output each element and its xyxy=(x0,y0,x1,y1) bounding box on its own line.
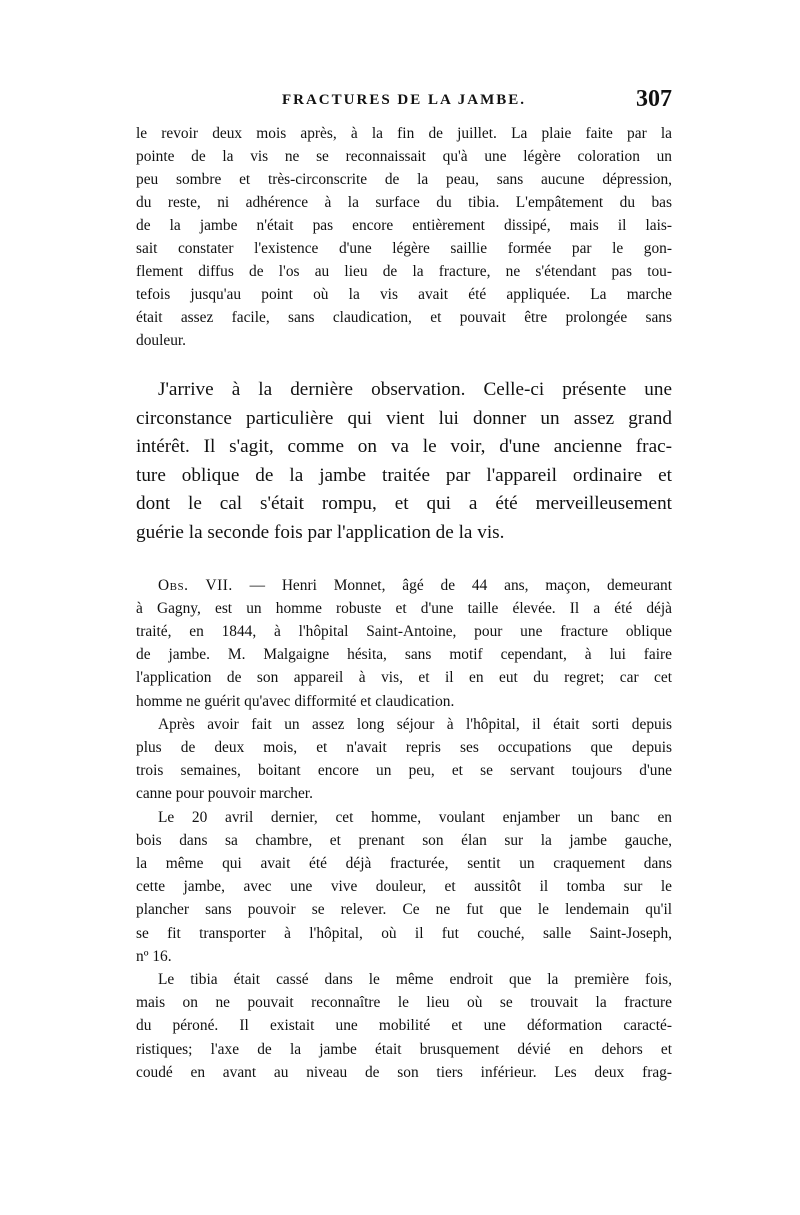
text-line: l'application de son appareil à vis, et il en eut du regret; car cet xyxy=(136,669,672,687)
text-line: traité, en 1844, à l'hôpital Saint-Antoine, pour une fracture oblique xyxy=(136,622,672,640)
observation-first-line-text: — Henri Monnet, âgé de 44 ans, maçon, demeurant xyxy=(232,576,673,594)
text-line: à Gagny, est un homme robuste et d'une taille élevée. Il a été déjà xyxy=(136,599,672,617)
text-line: coudé en avant au niveau de son tiers inférieur. Les deux frag- xyxy=(136,1063,672,1081)
text-line: ture oblique de la jambe traitée par l'appareil ordinaire et xyxy=(136,464,672,486)
text-line: douleur. xyxy=(136,332,187,349)
book-page xyxy=(136,86,673,1084)
text-line: cette jambe, avec une vive douleur, et aussitôt il tomba sur le xyxy=(136,878,672,896)
observation-section xyxy=(136,574,672,1084)
text-line: Le 20 avril dernier, cet homme, voulant enjamber un banc en xyxy=(158,808,672,826)
text-line: du péroné. Il existait une mobilité et une déformation caracté- xyxy=(136,1017,672,1035)
running-title: FRACTURES DE LA JAMBE. xyxy=(281,92,527,108)
text-line: bois dans sa chambre, et prenant son élan sur la jambe gauche, xyxy=(136,831,672,849)
text-line: Après avoir fait un assez long séjour à l'hôpital, il était sorti depuis xyxy=(158,715,672,733)
text-line: pointe de la vis ne se reconnaissait qu'à une légère coloration un xyxy=(136,148,672,165)
text-line: mais on ne pouvait reconnaître le lieu où se trouvait la fracture xyxy=(136,994,672,1012)
text-line: était assez facile, sans claudication, et pouvait être prolongée sans xyxy=(136,309,672,326)
text-line: homme ne guérit qu'avec difformité et claudication. xyxy=(136,692,455,710)
text-line: de jambe. M. Malgaigne hésita, sans motif cependant, à lui faire xyxy=(136,646,672,664)
paragraph-introduction xyxy=(136,376,672,548)
text-line: plus de deux mois, et n'avait repris ses occupations que depuis xyxy=(136,738,672,756)
paragraph-continuation xyxy=(136,122,672,352)
text-line: guérie la seconde fois par l'application de la vis. xyxy=(136,521,505,543)
text-line: canne pour pouvoir marcher. xyxy=(136,785,313,803)
text-line: tefois jusqu'au point où la vis avait été appliquée. La marche xyxy=(136,286,672,303)
text-line: flement diffus de l'os au lieu de la fracture, ne s'étendant pas tou- xyxy=(136,263,672,280)
text-line: peu sombre et très-circonscrite de la peau, sans aucune dépression, xyxy=(136,171,672,188)
text-line: plancher sans pouvoir se relever. Ce ne fut que le lendemain qu'il xyxy=(136,901,672,919)
text-line: de la jambe n'était pas encore entièrement dissipé, mais il lais- xyxy=(136,217,672,234)
page-number: 307 xyxy=(636,86,672,112)
text-line: du reste, ni adhérence à la surface du tibia. L'empâtement du bas xyxy=(136,194,672,211)
text-line: le revoir deux mois après, à la fin de juillet. La plaie faite par la xyxy=(136,125,672,142)
text-line: la même qui avait été déjà fracturée, sentit un craquement dans xyxy=(136,855,672,872)
text-line: dont le cal s'était rompu, et qui a été merveilleusement xyxy=(136,493,672,515)
text-line: trois semaines, boitant encore un peu, et se servant toujours d'une xyxy=(136,762,672,780)
running-head xyxy=(136,86,672,122)
text-line: circonstance particulière qui vient lui donner un assez grand xyxy=(136,407,672,429)
text-line: ristiques; l'axe de la jambe était brusquement dévié en dehors et xyxy=(136,1040,672,1058)
text-line: se fit transporter à l'hôpital, où il fut couché, salle Saint-Joseph, xyxy=(136,924,672,942)
text-line: Le tibia était cassé dans le même endroit que la première fois, xyxy=(158,971,672,989)
observation-first-line xyxy=(136,574,672,597)
text-line: sait constater l'existence d'une légère saillie formée par le gon- xyxy=(136,240,672,257)
text-line: nº 16. xyxy=(136,947,172,965)
observation-label: Obs. VII. xyxy=(158,576,233,594)
text-line: J'arrive à la dernière observation. Celle-ci présente une xyxy=(158,379,672,400)
text-line: intérêt. Il s'agit, comme on va le voir, d'une ancienne frac- xyxy=(136,436,672,458)
